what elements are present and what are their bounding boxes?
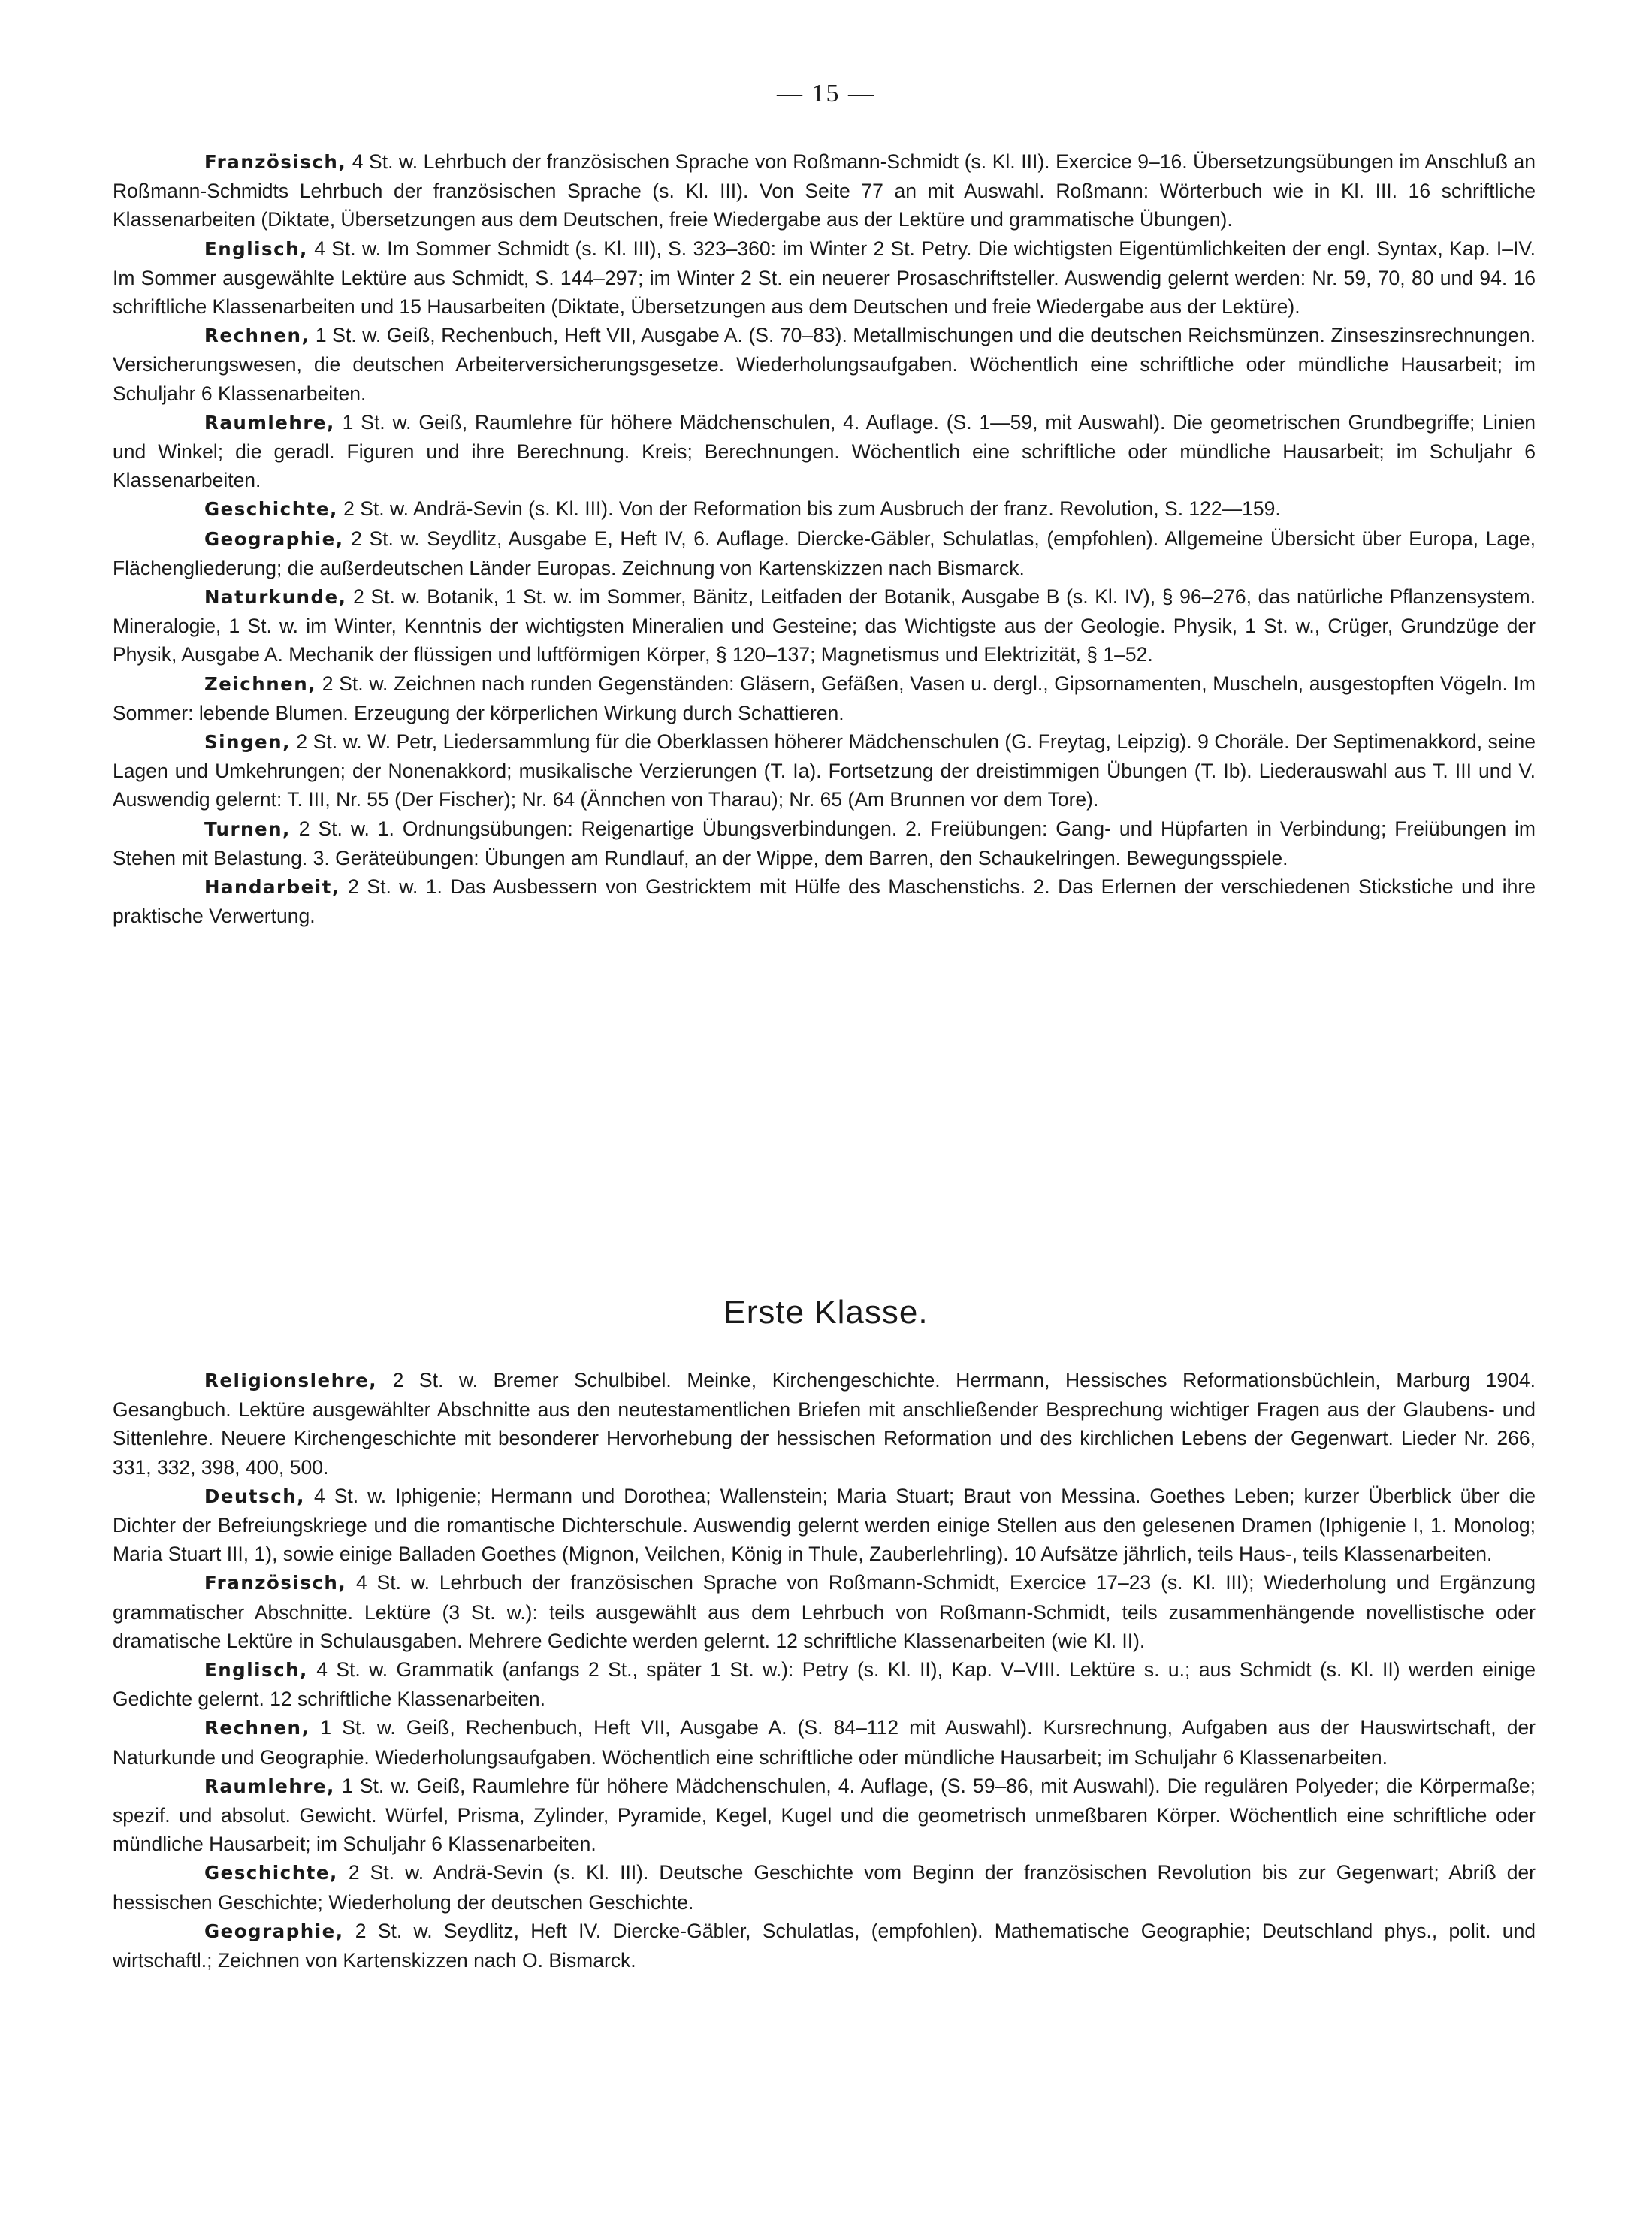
entry-singen (113, 727, 1536, 814)
subject-description: 2 St. w. 1. Ordnungsübungen: Reigenartige Übungsverbindungen. 2. Freiübungen: Gang- und Hüpfarten in Verbindung; Freiübungen im Stehen mit Belastung. 3. Geräteübungen: Übungen am Rundlauf, an der Wippe, dem Barren, den Schaukelringen. Bewegungsspiele. (113, 817, 1536, 869)
page-number: — 15 — (777, 80, 875, 107)
subject-description: 4 St. w. Lehrbuch der französischen Sprache von Roßmann-Schmidt, Exercice 17–23 (s. Kl. III); Wiederholung und Ergänzung grammatischer Abschnitte. Lektüre (3 St. w.): teils ausgewählt aus dem Lehrbuch von Roßmann-Schmidt, teils zusammenhängende novellistische oder dramatische Lektüre in Schulausgaben. Mehrere Gedichte werden gelernt. 12 schriftliche Klassenarbeiten (wie Kl. II). (113, 1571, 1536, 1652)
entry-raumlehre (113, 1772, 1536, 1859)
subject-description: 1 St. w. Geiß, Rechenbuch, Heft VII, Ausgabe A. (S. 70–83). Metallmischungen und die deutschen Reichsmünzen. Zinseszinsrechnungen. Versicherungswesen, die deutschen Arbeiterversicherungsgesetze. Wiederholungsaufgaben. Wöchentlich eine schriftliche oder mündliche Hausarbeit; im Schuljahr 6 Klassenarbeiten. (113, 324, 1536, 405)
entry-geographie (113, 1917, 1536, 1975)
subject-description: 4 St. w. Iphigenie; Hermann und Dorothea; Wallenstein; Maria Stuart; Braut von Messina. Goethes Leben; kurzer Überblick über die Dichter der Befreiungskriege und die romantische Dichterschule. Auswendig gelernt werden einige Stellen aus den gelesenen Dramen (Iphigenie I, 1. Monolog; Maria Stuart III, 1), sowie einige Balladen Goethes (Mignon, Veilchen, König in Thule, Zauberlehrling). 10 Aufsätze jährlich, teils Haus-, teils Klassenarbeiten. (113, 1484, 1536, 1566)
subject-description: 2 St. w. Botanik, 1 St. w. im Sommer, Bänitz, Leitfaden der Botanik, Ausgabe B (s. Kl. IV), § 96–276, das natürliche Pflanzensystem. Mineralogie, 1 St. w. im Winter, Kenntnis der wichtigsten Mineralien und Gesteine; das Wichtigste aus der Geologie. Physik, 1 St. w., Crüger, Grundzüge der Physik, Ausgabe A. Mechanik der flüssigen und luftförmigen Körper, § 120–137; Magnetismus und Elektrizität, § 1–52. (113, 585, 1536, 666)
entry-naturkunde (113, 582, 1536, 669)
subject-heading: Französisch, (204, 151, 347, 173)
subject-heading: Geographie, (204, 1920, 344, 1942)
subject-description: 2 St. w. W. Petr, Liedersammlung für die Oberklassen höherer Mädchenschulen (G. Freytag, Leipzig). 9 Choräle. Der Septimenakkord, seine Lagen und Umkehrungen; der Nonenakkord; musikalische Verzierungen (T. Ia). Fortsetzung der dreistimmigen Übungen (T. Ib). Liederauswahl aus T. III und V. Auswendig gelernt: T. III, Nr. 55 (Der Fischer); Nr. 64 (Ännchen von Tharau); Nr. 65 (Am Brunnen vor dem Tore). (113, 730, 1536, 811)
entry-rechnen (113, 1713, 1536, 1771)
subject-heading: Rechnen, (204, 1717, 310, 1739)
subject-description: 4 St. w. Im Sommer Schmidt (s. Kl. III), S. 323–360: im Winter 2 St. Petry. Die wichtigsten Eigentümlichkeiten der engl. Syntax, Kap. I–IV. Im Sommer ausgewählte Lektüre aus Schmidt, S. 144–297; im Winter 2 St. ein neuerer Prosaschriftsteller. Auswendig gelernt werden: Nr. 59, 70, 80 und 94. 16 schriftliche Klassenarbeiten und 15 Hausarbeiten (Diktate, Übersetzungen aus dem Deutschen und freie Wiedergabe aus der Lektüre). (113, 237, 1536, 319)
subject-heading: Singen, (204, 731, 291, 754)
entry-englisch (113, 1655, 1536, 1713)
entry-turnen (113, 814, 1536, 872)
subject-heading: Englisch, (204, 237, 308, 260)
subject-description: 1 St. w. Geiß, Raumlehre für höhere Mädchenschulen, 4. Auflage, (S. 59–86, mit Auswahl). Die regulären Polyeder; die Körpermaße; spezif. und absolut. Gewicht. Würfel, Prisma, Zylinder, Pyramide, Kegel, Kugel und die geometrisch unmeßbaren Körper. Wöchentlich eine schriftliche oder mündliche Hausarbeit; im Schuljahr 6 Klassenarbeiten. (113, 1774, 1536, 1856)
subject-heading: Geschichte, (204, 1862, 338, 1884)
subject-heading: Englisch, (204, 1659, 308, 1682)
subject-description: 4 St. w. Lehrbuch der französischen Sprache von Roßmann-Schmidt (s. Kl. III). Exercice 9–16. Übersetzungsübungen im Anschluß an Roßmann-Schmidts Lehrbuch der französischen Sprache (s. Kl. III). Von Seite 77 an mit Auswahl. Roßmann: Wörterbuch wie in Kl. III. 16 schriftliche Klassenarbeiten (Diktate, Übersetzungen aus dem Deutschen, freie Wiedergabe aus der Lektüre und grammatische Übungen). (113, 150, 1536, 231)
subject-description: 2 St. w. Bremer Schulbibel. Meinke, Kirchengeschichte. Herrmann, Hessisches Reformationsbüchlein, Marburg 1904. Gesangbuch. Lektüre ausgewählter Abschnitte aus den neutestamentlichen Briefen mit anschließender Besprechung wichtiger Fragen aus der Glaubens- und Sittenlehre. Neuere Kirchengeschichte mit besonderer Hervorhebung der hessischen Reformation und des kirchlichen Lebens der Gegenwart. Lieder Nr. 266, 331, 332, 398, 400, 500. (113, 1369, 1536, 1479)
subject-description: 1 St. w. Geiß, Rechenbuch, Heft VII, Ausgabe A. (S. 84–112 mit Auswahl). Kursrechnung, Aufgaben aus der Hauswirtschaft, der Naturkunde und Geographie. Wiederholungsaufgaben. Wöchentlich eine schriftliche oder mündliche Hausarbeit; im Schuljahr 6 Klassenarbeiten. (113, 1716, 1536, 1769)
lower-curriculum-section (113, 1366, 1536, 1975)
entry-geschichte (113, 494, 1536, 524)
subject-heading: Geschichte, (204, 498, 338, 521)
entry-franzoesisch (113, 1568, 1536, 1655)
entry-geographie (113, 524, 1536, 582)
subject-heading: Turnen, (204, 817, 291, 840)
entry-religionslehre (113, 1366, 1536, 1482)
subject-heading: Geographie, (204, 527, 344, 550)
entry-zeichnen (113, 669, 1536, 727)
subject-description: 1 St. w. Geiß, Raumlehre für höhere Mädchenschulen, 4. Auflage. (S. 1—59, mit Auswahl). Die geometrischen Grundbegriffe; Linien und Winkel; die geradl. Figuren und ihre Berechnung. Kreis; Berechnungen. Wöchentlich eine schriftliche oder mündliche Hausarbeit; im Schuljahr 6 Klassenarbeiten. (113, 410, 1536, 492)
subject-heading: Zeichnen, (204, 672, 317, 695)
subject-heading: Raumlehre, (204, 411, 335, 434)
subject-description: 2 St. w. Seydlitz, Heft IV. Diercke-Gäbler, Schulatlas, (empfohlen). Mathematische Geographie; Deutschland phys., polit. und wirtschaftl.; Zeichnen von Kartenskizzen nach O. Bismarck. (113, 1919, 1536, 1972)
subject-heading: Französisch, (204, 1572, 347, 1594)
subject-description: 2 St. w. Zeichnen nach runden Gegenständen: Gläsern, Gefäßen, Vasen u. dergl., Gipsornamenten, Muscheln, ausgestopften Vögeln. Im Sommer: lebende Blumen. Erzeugung der körperlichen Wirkung durch Schattieren. (113, 672, 1536, 724)
upper-curriculum-section (113, 147, 1536, 930)
entry-raumlehre (113, 408, 1536, 495)
subject-heading: Deutsch, (204, 1485, 305, 1507)
subject-heading: Handarbeit, (204, 876, 340, 899)
entry-englisch (113, 234, 1536, 322)
entry-rechnen (113, 321, 1536, 408)
subject-description: 2 St. w. Andrä-Sevin (s. Kl. III). Von der Reformation bis zum Ausbruch der franz. Revolution, S. 122—159. (337, 497, 1281, 521)
section-heading: Erste Klasse. (723, 1294, 929, 1331)
subject-description: 2 St. w. 1. Das Ausbessern von Gestricktem mit Hülfe des Maschenstichs. 2. Das Erlernen der verschiedenen Stickstiche und ihre praktische Verwertung. (113, 875, 1536, 928)
entry-geschichte (113, 1858, 1536, 1916)
subject-description: 4 St. w. Grammatik (anfangs 2 St., später 1 St. w.): Petry (s. Kl. II), Kap. V–VIII. Lektüre s. u.; aus Schmidt (s. Kl. II) werden einige Gedichte gelernt. 12 schriftliche Klassenarbeiten. (113, 1658, 1536, 1711)
entry-handarbeit (113, 872, 1536, 930)
subject-heading: Naturkunde, (204, 586, 347, 609)
subject-heading: Religionslehre, (204, 1370, 378, 1392)
subject-description: 2 St. w. Andrä-Sevin (s. Kl. III). Deutsche Geschichte vom Beginn der französischen Revolution bis zur Gegenwart; Abriß der hessischen Geschichte; Wiederholung der deutschen Geschichte. (113, 1861, 1536, 1914)
entry-franzoesisch (113, 147, 1536, 234)
entry-deutsch (113, 1482, 1536, 1569)
subject-heading: Raumlehre, (204, 1775, 335, 1797)
subject-heading: Rechnen, (204, 325, 310, 347)
subject-description: 2 St. w. Seydlitz, Ausgabe E, Heft IV, 6. Auflage. Diercke-Gäbler, Schulatlas, (empfohlen). Allgemeine Übersicht über Europa, Lage, Flächengliederung; die außerdeutschen Länder Europas. Zeichnung von Kartenskizzen nach Bismarck. (113, 527, 1536, 579)
